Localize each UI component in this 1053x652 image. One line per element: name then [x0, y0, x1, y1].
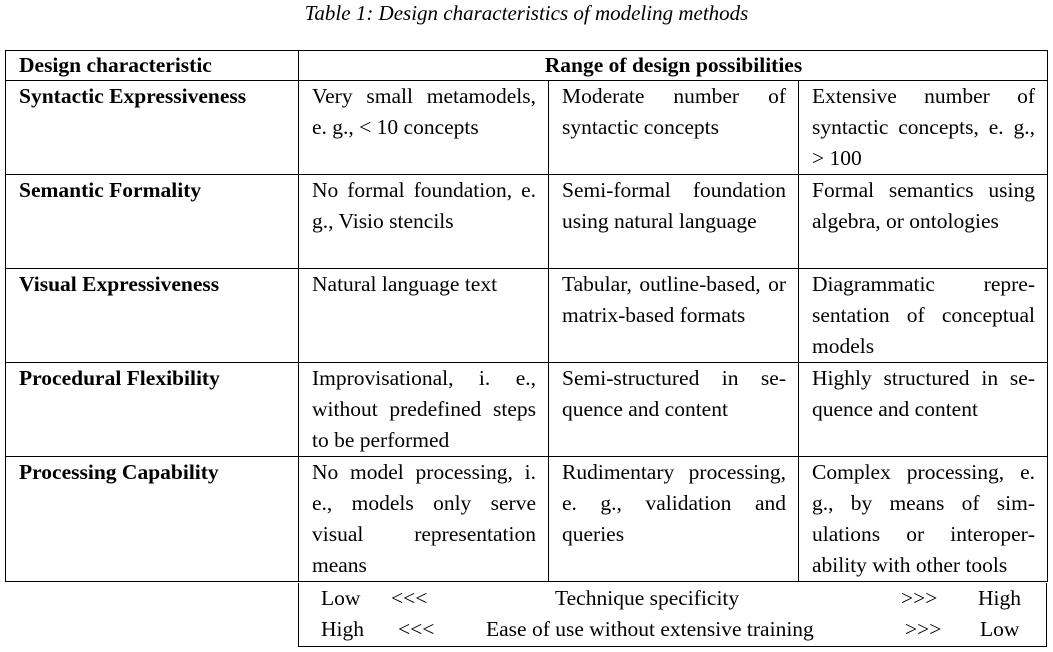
scale-row-ease-of-use — [299, 614, 1046, 645]
cell-moderate: Moderate number of syntactic concepts — [549, 81, 799, 175]
scale-row-technique-specificity — [299, 583, 1046, 614]
cell-low: Improvisational, i. e., without predefined steps to be performed — [299, 363, 549, 457]
design-characteristics-table — [5, 50, 1048, 582]
scale-right-arrow: >>> — [905, 617, 942, 641]
scale-left-arrow: <<< — [391, 586, 428, 610]
scale-footer — [298, 583, 1047, 647]
header-design-characteristic: Design characteristic — [6, 51, 299, 81]
scale-left-value: Low — [321, 586, 361, 610]
header-range-of-possibilities: Range of design possibilities — [299, 51, 1048, 81]
cell-moderate: Semi-formal foundation using natural language — [549, 175, 799, 269]
row-header-semantic-formality: Semantic Formality — [6, 175, 299, 269]
cell-high: Formal semantics using algebra, or ontologies — [799, 175, 1048, 269]
cell-high: Diagrammatic representation of conceptual models — [799, 269, 1048, 363]
table-header-row — [6, 51, 1048, 81]
cell-high: Extensive number of syntactic concepts, e. g., > 100 — [799, 81, 1048, 175]
cell-low: No model processing, i. e., models only serve visual representation means — [299, 457, 549, 582]
cell-low: Very small metamodels, e. g., < 10 concepts — [299, 81, 549, 175]
table-row — [6, 457, 1048, 582]
cell-moderate: Semi-structured in sequence and content — [549, 363, 799, 457]
row-header-visual-expressiveness: Visual Expressiveness — [6, 269, 299, 363]
table-row — [6, 81, 1048, 175]
scale-label: Ease of use without extensive training — [486, 617, 814, 641]
scale-right-arrow: >>> — [901, 586, 938, 610]
cell-low: No formal foundation, e. g., Visio stencils — [299, 175, 549, 269]
cell-moderate: Rudimentary processing, e. g., validation and queries — [549, 457, 799, 582]
cell-low: Natural language text — [299, 269, 549, 363]
table-row — [6, 269, 1048, 363]
scale-left-arrow: <<< — [398, 617, 435, 641]
scale-right-value: Low — [980, 617, 1020, 641]
row-header-procedural-flexibility: Procedural Flexibility — [6, 363, 299, 457]
cell-high: Complex processing, e. g., by means of simulations or interoperability with other tools — [799, 457, 1048, 582]
table-caption: Table 1: Design characteristics of modeling methods — [304, 1, 749, 25]
table-row — [6, 363, 1048, 457]
scale-label: Technique specificity — [555, 586, 740, 610]
scale-left-value: High — [321, 617, 364, 641]
cell-moderate: Tabular, outline-based, or matrix-based formats — [549, 269, 799, 363]
table-row — [6, 175, 1048, 269]
cell-high: Highly structured in sequence and content — [799, 363, 1048, 457]
scale-right-value: High — [978, 586, 1021, 610]
row-header-syntactic-expressiveness: Syntactic Expressiveness — [6, 81, 299, 175]
row-header-processing-capability: Processing Capability — [6, 457, 299, 582]
